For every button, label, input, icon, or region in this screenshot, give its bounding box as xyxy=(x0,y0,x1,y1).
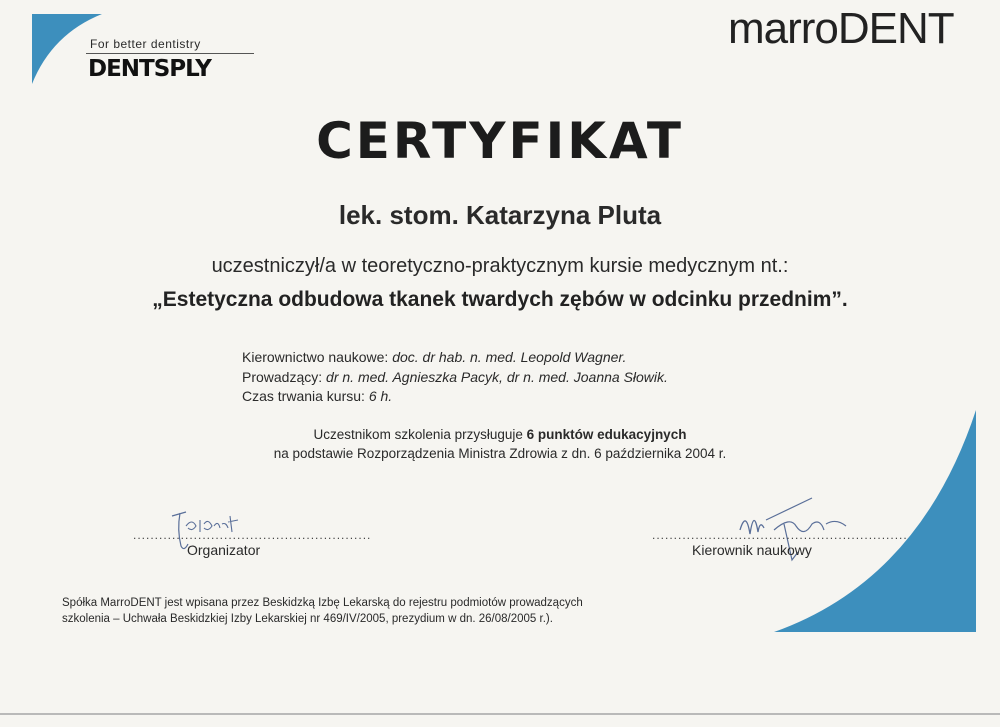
supervisor-label: Kierownik naukowy xyxy=(692,542,812,558)
duration-value: 6 h. xyxy=(368,388,393,404)
recipient-name: lek. stom. Katarzyna Pluta xyxy=(338,200,662,230)
points-line-2: na podstawie Rozporządzenia Ministra Zdrowia z dn. 6 października 2004 r. xyxy=(273,446,727,461)
course-title: „Estetyczna odbudowa tkanek twardych zębów w odcinku przednim”. xyxy=(152,288,848,311)
tagline: For better dentistry xyxy=(90,37,201,51)
certificate-title: CERTYFIKAT xyxy=(316,112,684,170)
duration-line xyxy=(242,387,668,407)
organizer-signature-line: ....................................................... xyxy=(133,528,372,542)
footer-registration-note xyxy=(62,596,583,627)
participation-text: uczestniczył/a w teoretyczno-praktycznym kursie medycznym nt.: xyxy=(211,255,789,277)
supervision-value: doc. dr hab. n. med. Leopold Wagner. xyxy=(392,349,627,365)
supervision-line xyxy=(242,348,668,368)
dentsply-logo: DENTSPLY xyxy=(88,56,211,82)
footer-line-1: Spółka MarroDENT jest wpisana przez Beskidzką Izbę Lekarską do rejestru podmiotów prowadzących xyxy=(62,597,583,609)
organizer-label: Organizator xyxy=(187,542,261,558)
tagline-divider xyxy=(86,53,254,54)
instructors-line xyxy=(242,368,668,388)
supervision-label: Kierownictwo naukowe: xyxy=(242,349,389,365)
instructors-label: Prowadzący: xyxy=(242,368,323,385)
scan-edge-line xyxy=(0,713,1000,715)
supervisor-signature-line: ........................................................... xyxy=(652,528,908,542)
corner-accent-bottom-right xyxy=(770,410,978,634)
marrodent-logo: marroDENT xyxy=(728,4,954,53)
duration-label: Czas trwania kursu: xyxy=(242,388,365,404)
instructors-value: dr n. med. Agnieszka Pacyk, dr n. med. Joanna Słowik. xyxy=(326,368,668,385)
course-details xyxy=(242,348,668,407)
points-prefix: Uczestnikom szkolenia przysługuje xyxy=(313,427,523,442)
points-value: 6 punktów edukacyjnych xyxy=(526,427,687,442)
footer-line-2: szkolenia – Uchwała Beskidzkiej Izby Lekarskiej nr 469/IV/2005, prezydium w dn. 26/08/2005 r.). xyxy=(62,612,553,625)
